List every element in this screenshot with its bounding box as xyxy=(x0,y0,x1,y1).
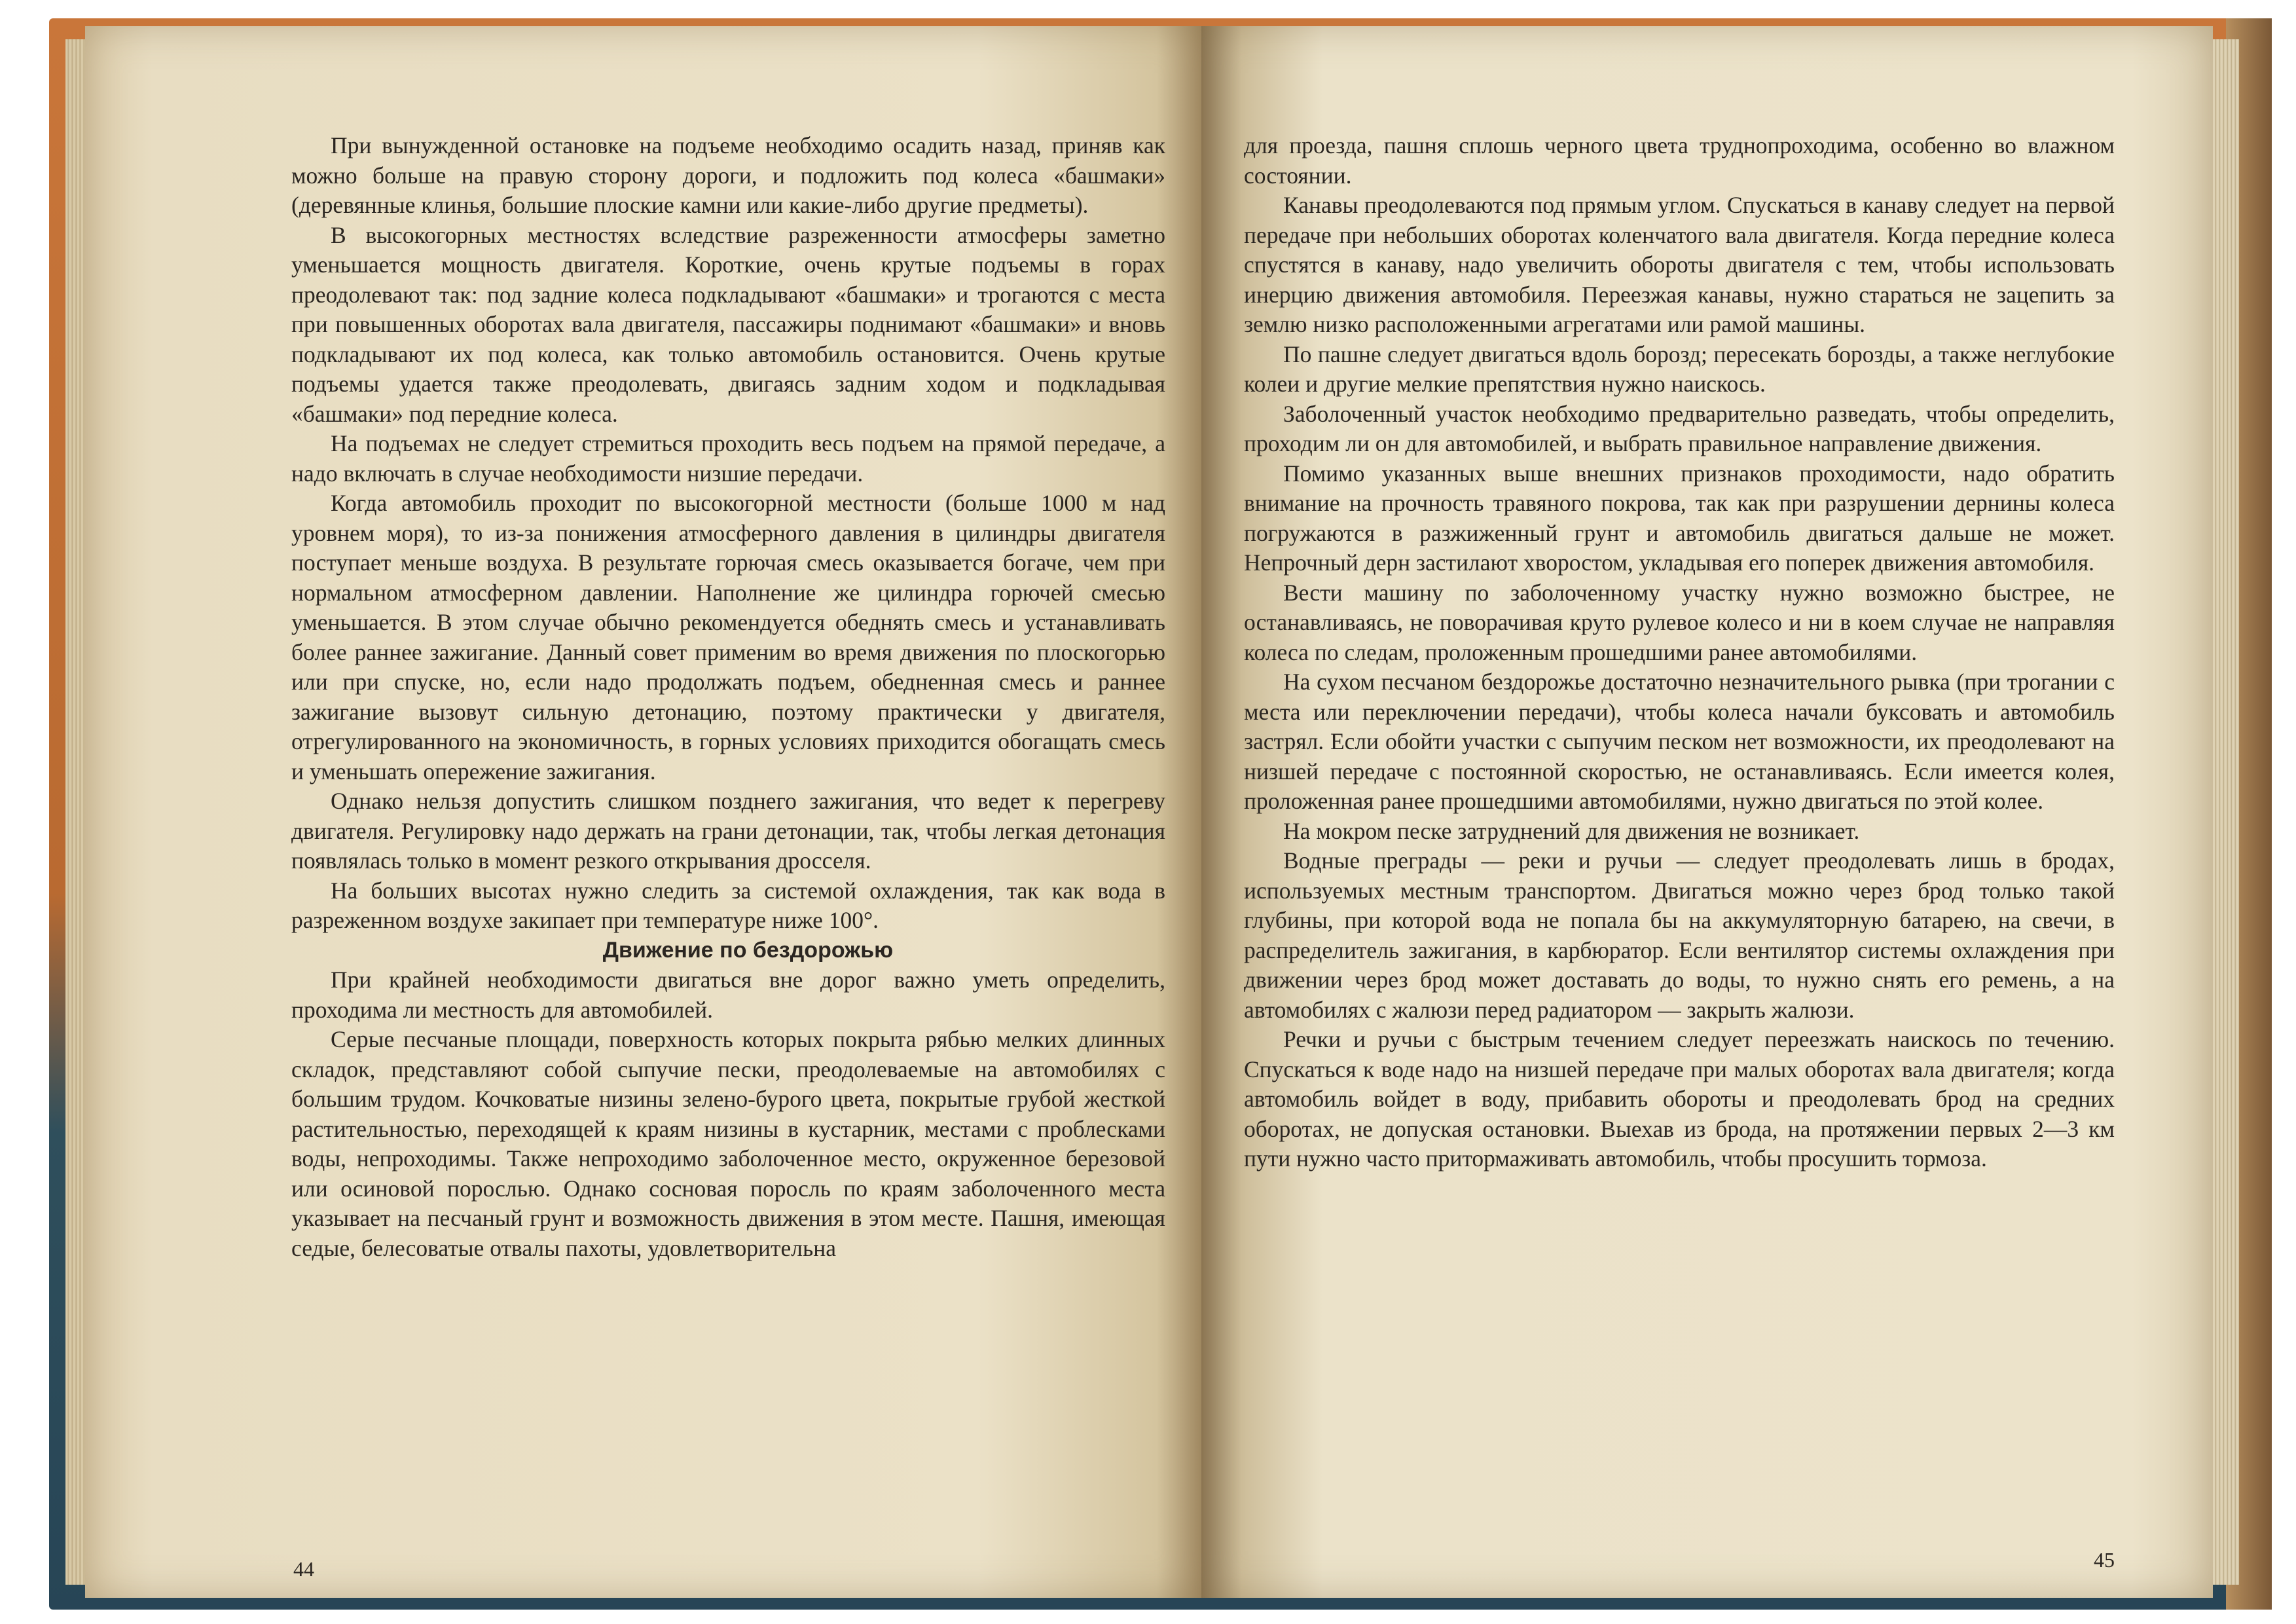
paragraph: Заболоченный участок необходимо предварительно разведать, чтобы определить, проходим ли он для автомобилей, и выбрать правильное направление движения. xyxy=(1244,400,2115,456)
paragraph: Водные преграды — реки и ручьи — следует преодолевать лишь в бродах, используемых местным транспортом. Двигаться можно через брод только такой глубины, при которой вода не попала бы на аккумуляторную батарею, на свечи, в распределитель зажигания, в карбюратор. Если вентилятор системы охлаждения при движении через брод может доставать до воды, то нужно снять его ремень, а на автомобилях с жалюзи перед радиатором — закрыть жалюзи. xyxy=(1244,847,2115,1023)
right-page-text xyxy=(1244,131,2115,1174)
paragraph: При вынужденной остановке на подъеме необходимо осадить назад, приняв как можно больше на правую сторону дороги, и подложить под колеса «башмаки» (деревянные клинья, большие плоские камни или какие-либо другие предметы). xyxy=(291,132,1165,218)
page-edges-right xyxy=(2213,39,2239,1585)
paragraph: На подъемах не следует стремиться проходить весь подъем на прямой передаче, а надо включать в случае необходимости низшие передачи. xyxy=(291,430,1165,487)
paragraph: Помимо указанных выше внешних признаков проходимости, надо обратить внимание на прочность травяного покрова, так как при разрушении дернины колеса погружаются в разжиженный грунт и автомобиль двигаться дальше не может. Непрочный дерн застилают хворостом, укладывая его поперек движения автомобиля. xyxy=(1244,460,2115,576)
section-heading: Движение по бездорожью xyxy=(602,937,894,963)
paragraph: Серые песчаные площади, поверхность которых покрыта рябью мелких длинных складок, представляют собой сыпучие пески, преодолеваемые на автомобилях с большим трудом. Кочковатые низины зелено-бурого цвета, покрытые грубой жесткой растительностью, переходящей к краям низины в кустарник, местами с проблесками воды, непроходимы. Также непроходимо заболоченное место, окруженное березовой или осиновой порослью. Однако сосновая поросль по краям заболоченного места указывает на песчаный грунт и возможность движения в этом месте. Пашня, имеющая седые, белесоватые отвалы пахоты, удовлетворительна xyxy=(291,1026,1165,1261)
paragraph: Однако нельзя допустить слишком позднего зажигания, что ведет к перегреву двигателя. Регулировку надо держать на грани детонации, так, чтобы легкая детонация появлялась только в момент резкого открывания дросселя. xyxy=(291,788,1165,874)
paragraph: На мокром песке затруднений для движения не возникает. xyxy=(1283,817,1860,844)
left-page-text xyxy=(291,131,1165,1263)
paragraph: Канавы преодолеваются под прямым углом. Спускаться в канаву следует на первой передаче при небольших оборотах коленчатого вала двигателя. Когда передние колеса спустятся в канаву, надо увеличить обороты двигателя с тем, чтобы использовать инерцию движения автомобиля. Переезжая канавы, нужно стараться не зацепить за землю низко расположенными агрегатами или рамой машины. xyxy=(1244,192,2115,337)
paragraph: Речки и ручьи с быстрым течением следует переезжать наискось по течению. Спускаться к воде надо на низшей передаче при малых оборотах вала двигателя; когда автомобиль войдет в воду, прибавить обороты и преодолевать брод на средних оборотах, не допуская остановки. Выехав из брода, на протяжении первых 2—3 км пути нужно часто притормаживать автомобиль, чтобы просушить тормоза. xyxy=(1244,1026,2115,1172)
paragraph: По пашне следует двигаться вдоль борозд; пересекать борозды, а также неглубокие колеи и другие мелкие препятствия нужно наискось. xyxy=(1244,341,2115,397)
paragraph: При крайней необходимости двигаться вне дорог важно уметь определить, проходима ли местность для автомобилей. xyxy=(291,967,1165,1023)
paragraph: На больших высотах нужно следить за системой охлаждения, так как вода в разреженном воздухе закипает при температуре ниже 100°. xyxy=(291,877,1165,933)
paragraph: На сухом песчаном бездорожье достаточно незначительного рывка (при трогании с места или переключении передачи), чтобы колеса начали буксовать и автомобиль застрял. Если обойти участки с сыпучим песком нет возможности, их преодолевают на низшей передаче с постоянной скоростью, не останавливаясь. Если имеется колея, проложенная ранее прошедшими автомобилями, нужно двигаться по этой колее. xyxy=(1244,669,2115,814)
page-number-left: 44 xyxy=(293,1557,314,1581)
page-number-right: 45 xyxy=(2094,1548,2115,1572)
paragraph: Когда автомобиль проходит по высокогорной местности (больше 1000 м над уровнем моря), то из-за понижения атмосферного давления в цилиндры двигателя поступает меньше воздуха. В результате горючая смесь оказывается богаче, чем при нормальном атмосферном давлении. Наполнение же цилиндра горючей смесью уменьшается. В этом случае обычно рекомендуется обеднять смесь и устанавливать более раннее зажигание. Данный совет применим во время движения по плоскогорью или при спуске, но, если надо продолжать подъем, обедненная смесь и раннее зажигание вызовут сильную детонацию, поэтому практически у двигателя, отрегулированного на экономичность, в горных условиях приходится обогащать смесь и уменьшать опережение зажигания. xyxy=(291,490,1165,784)
paragraph-continuation: для проезда, пашня сплошь черного цвета труднопроходима, особенно во влажном состоянии. xyxy=(1244,132,2115,189)
paragraph: Вести машину по заболоченному участку нужно возможно быстрее, не останавливаясь, не поворачивая круто рулевое колесо и ни в коем случае не направляя колеса по следам, проложенным прошедшими ранее автомобилями. xyxy=(1244,579,2115,665)
paragraph: В высокогорных местностях вследствие разреженности атмосферы заметно уменьшается мощность двигателя. Короткие, очень крутые подъемы в горах преодолевают так: под задние колеса подкладывают «башмаки» и трогаются с места при повышенных оборотах вала двигателя, пассажиры поднимают «башмаки» и вновь подкладывают их под колеса, как только автомобиль остановится. Очень крутые подъемы удается также преодолевать, двигаясь задним ходом и подкладывая «башмаки» под передние колеса. xyxy=(291,221,1165,427)
